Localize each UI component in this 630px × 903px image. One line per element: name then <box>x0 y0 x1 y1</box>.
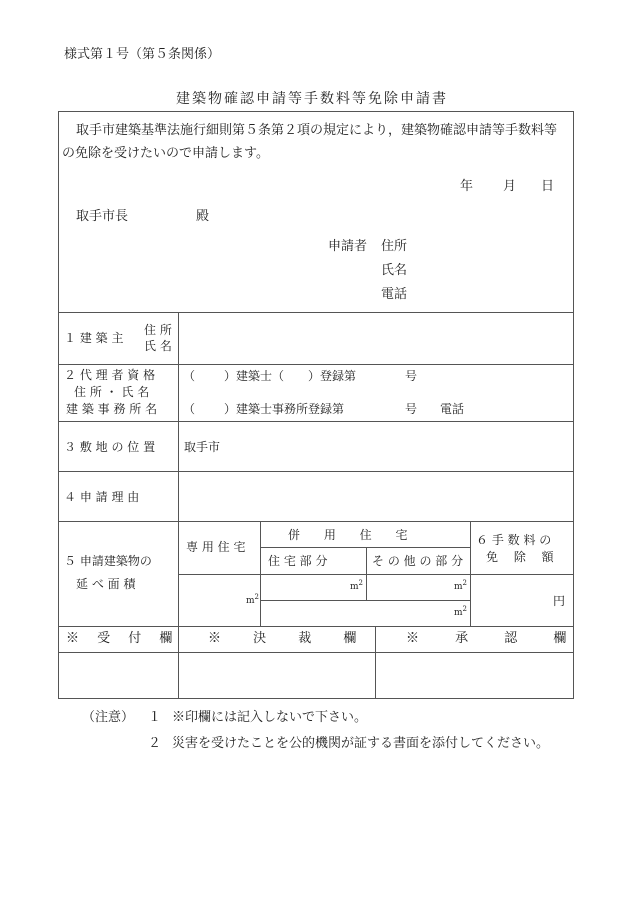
date-year: 年 <box>460 179 474 194</box>
other-area-unit: $m^2$ <box>454 579 468 592</box>
notes-label: （注意） <box>82 710 135 725</box>
area-label-2: 延 べ 面 積 <box>76 577 136 591</box>
applicant-address-label: 住所 <box>381 239 408 254</box>
note-1-number: １ <box>148 710 162 725</box>
fee-label-1: ６ 手 数 料 の <box>476 533 552 547</box>
area-label-1: ５ 申請建築物の <box>64 554 152 568</box>
residential-area-unit: $m^2$ <box>350 579 364 592</box>
fee-yen-unit: 円 <box>553 594 566 608</box>
date-month: 月 <box>503 179 517 194</box>
dedicated-housing-header: 専 用 住 宅 <box>186 540 246 554</box>
note-2-text: 災害を受けたことを公的機関が証する書面を添付してください。 <box>172 736 550 751</box>
declaration-line-1: 取手市建築基準法施行細則第５条第２項の規定により，建築物確認申請等手数料等 <box>76 123 558 138</box>
owner-label: １ 建 築 主 <box>64 331 124 345</box>
note-1-text: ※印欄には記入しないで下さい。 <box>172 710 368 725</box>
applicant-name-label: 氏名 <box>381 263 408 278</box>
owner-name-label: 氏 名 <box>144 339 172 353</box>
agent-label-1: ２ 代 理 者 資 格 <box>64 368 156 382</box>
date-day: 日 <box>541 179 555 194</box>
dedicated-area-unit: $m^2$ <box>246 593 260 606</box>
office-phone-label: 電話 <box>440 402 465 416</box>
form-number: 様式第１号（第５条関係） <box>64 47 221 62</box>
residential-part-header: 住 宅 部 分 <box>268 554 328 568</box>
agent-registration: ）登録第 <box>308 369 357 383</box>
other-part-header: そ の 他 の 部 分 <box>372 554 464 568</box>
declaration-line-2: の免除を受けたいので申請します。 <box>62 146 269 161</box>
reason-label: ４ 申 請 理 由 <box>64 490 140 504</box>
addressee: 取手市長 <box>76 209 129 224</box>
approval-header: ※ 承 認 欄 <box>406 631 583 646</box>
office-registration: ）建築士事務所登録第 <box>224 402 345 416</box>
office-registration-no: 号 <box>405 402 418 416</box>
honorific: 殿 <box>196 209 210 224</box>
receipt-header: ※ 受 付 欄 <box>66 631 180 646</box>
office-open-paren: （ <box>183 402 196 416</box>
fee-label-2: 免 除 額 <box>486 550 560 564</box>
site-label: ３ 敷 地 の 位 置 <box>64 440 156 454</box>
note-2-number: ２ <box>148 736 162 751</box>
applicant-phone-label: 電話 <box>381 287 408 302</box>
total-area-unit: $m^2$ <box>454 605 468 618</box>
form-title: 建築物確認申請等手数料等免除申請書 <box>176 91 448 107</box>
applicant-label: 申請者 <box>328 239 368 254</box>
decision-header: ※ 決 裁 欄 <box>208 631 371 646</box>
combined-housing-header: 併 用 住 宅 <box>288 528 418 542</box>
agent-architect: ）建築士（ <box>224 369 285 383</box>
owner-address-label: 住 所 <box>144 323 172 337</box>
agent-label-3: 建 築 事 務 所 名 <box>66 402 158 416</box>
agent-registration-no: 号 <box>405 369 418 383</box>
site-value: 取手市 <box>184 440 221 454</box>
agent-open-paren: （ <box>183 369 196 383</box>
agent-label-2: 住 所 ・ 氏 名 <box>74 385 150 399</box>
